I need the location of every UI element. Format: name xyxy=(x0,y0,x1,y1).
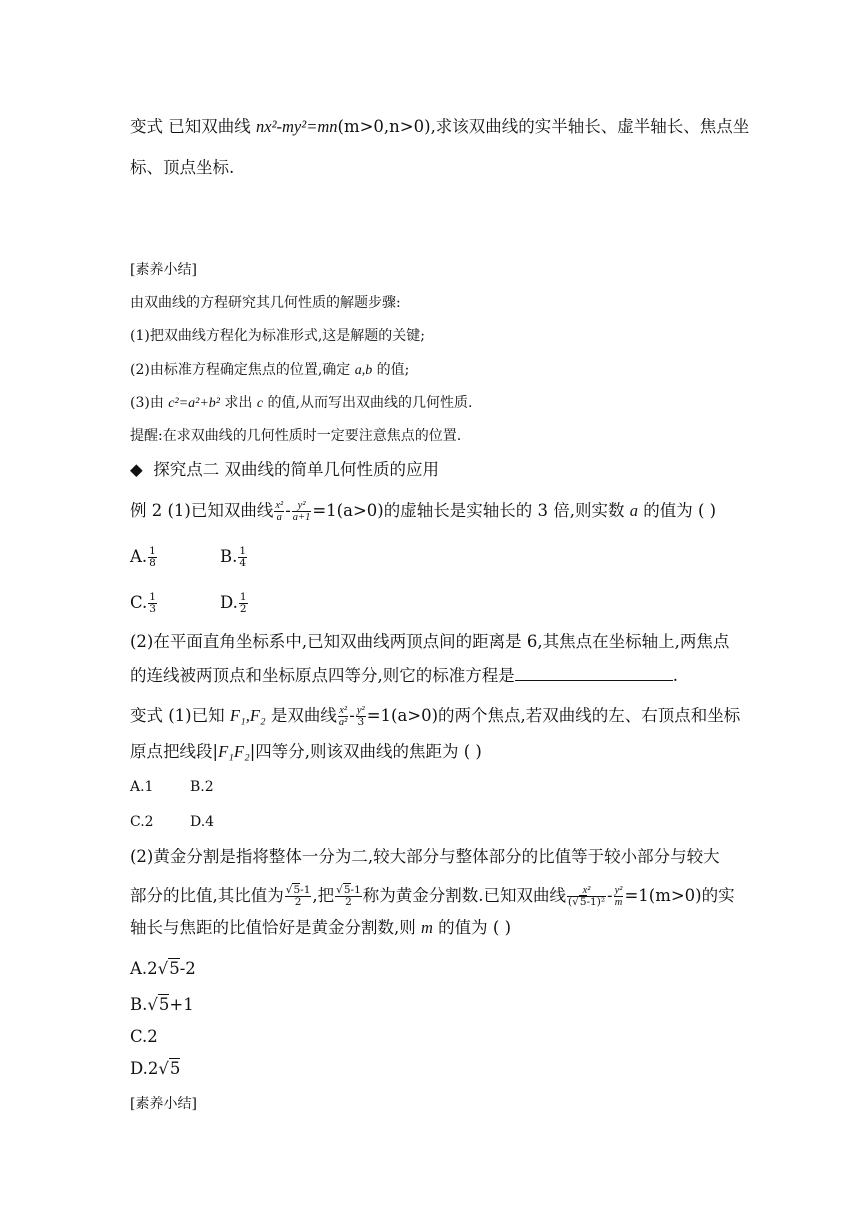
summary-heading-2: [素养小结] xyxy=(130,1096,197,1112)
example2-q2-line1: (2)在平面直角坐标系中,已知双曲线两顶点间的距离是 6,其焦点在坐标轴上,两焦点 xyxy=(130,632,730,651)
example2-q2-line2: 的连线被两顶点和坐标原点四等分,则它的标准方程是 . xyxy=(130,666,678,685)
variant1-line1 xyxy=(130,119,749,136)
option-b: B.2 xyxy=(190,779,214,795)
section-title: 探究点二 双曲线的简单几何性质的应用 xyxy=(153,460,439,479)
example2-q1: 例 2 (1)已知双曲线 $\frac{\text{x²}}{a}$ - $\frac{\text{y²}}{a+1}$ =1(a>0)的虚轴长是实轴长的 3 倍,则实数 a 的值为 ( ) xyxy=(130,500,717,524)
fraction: $\frac{\text{y²}}{m}$ xyxy=(614,885,623,909)
variant2-option-c: C.2 xyxy=(130,1027,158,1046)
golden-ratio-fraction: $\frac{√5-1}{2}$ xyxy=(285,884,311,909)
fraction: $\frac{\text{y²}}{3}$ xyxy=(356,705,365,729)
variant2-q1-line1: 变式 (1)已知 F₁,F₂ 是双曲线 $\frac{\text{x²}}{\text{a²}}$ - $\frac{\text{y²}}{3}$ =1(a>0)的两个焦点,若双曲线的左、右顶点和坐标 xyxy=(130,705,741,729)
fraction: $\frac{\text{x²}}{\text{(√5-1)²}}$ xyxy=(568,885,606,909)
golden-ratio-fraction: $\frac{√5-1}{2}$ xyxy=(336,884,361,909)
fraction: $\frac{\text{x²}}{\text{a²}}$ xyxy=(338,705,348,729)
summary-step-1: (1)把双曲线方程化为标准形式,这是解题的关键; xyxy=(130,328,425,344)
variant1-prefix: 变式 已知双曲线 xyxy=(130,117,256,136)
variant1-suffix: ,求该双曲线的实半轴长、虚半轴长、焦点坐 xyxy=(430,117,750,136)
variant2-q2-line3: 轴长与焦距的比值恰好是黄金分割数,则 m 的值为 ( ) xyxy=(130,918,512,937)
variant2-option-d: D.2√5 xyxy=(130,1059,181,1078)
option-a: A. $\frac{1}{8}$ xyxy=(130,545,156,570)
example2-options-cd xyxy=(130,592,310,615)
fraction: $\frac{\text{y²}}{a+1}$ xyxy=(292,500,311,524)
diamond-icon: ◆ xyxy=(130,460,143,479)
variant2-option-b: B.√5+1 xyxy=(130,995,194,1014)
variant2-options-ab xyxy=(130,780,214,794)
option-d: D. $\frac{1}{2}$ xyxy=(220,591,247,616)
answer-blank[interactable] xyxy=(515,666,673,681)
fraction: $\frac{\text{x²}}{a}$ xyxy=(275,500,284,524)
summary-heading: [素养小结] xyxy=(130,262,197,278)
option-b: B. $\frac{1}{4}$ xyxy=(220,545,247,570)
variant2-option-a: A.2√5-2 xyxy=(130,959,196,978)
variant1-line2: 标、顶点坐标. xyxy=(130,158,235,177)
example2-options-ab xyxy=(130,546,310,569)
variant1-equation: nx²-my²=mn xyxy=(256,117,338,136)
variant2-q2-line1: (2)黄金分割是指将整体一分为二,较大部分与整体部分的比值等于较小部分与较大 xyxy=(130,847,720,866)
variant2-q1-line2: 原点把线段|F₁F₂|四等分,则该双曲线的焦距为 ( ) xyxy=(130,742,482,761)
option-d: D.4 xyxy=(190,814,215,830)
summary-tip: 提醒:在求双曲线的几何性质时一定要注意焦点的位置. xyxy=(130,428,462,444)
summary-step-2: (2)由标准方程确定焦点的位置,确定 a,b 的值; xyxy=(130,362,410,378)
variant2-q2-line2: 部分的比值,其比值为 $\frac{√5-1}{2}$ ,把 $\frac{√5-1}{2}$ 称为黄金分割数.已知双曲线 $\frac{\text{x²}}{\text{(√5-1)²}}$ - $\frac{\text{y²}}{m}$ =1(m>0)的实 xyxy=(130,884,735,909)
summary-intro: 由双曲线的方程研究其几何性质的解题步骤: xyxy=(130,295,401,311)
option-c: C.2 xyxy=(130,814,154,830)
variant1-condition: (m>0,n>0) xyxy=(337,117,431,136)
summary-step-3: (3)由 c²=a²+b² 求出 c 的值,从而写出双曲线的几何性质. xyxy=(130,395,473,411)
variant2-options-cd xyxy=(130,815,214,829)
section-heading xyxy=(130,462,439,479)
option-c: C. $\frac{1}{3}$ xyxy=(130,591,156,616)
option-a: A.1 xyxy=(130,779,154,795)
